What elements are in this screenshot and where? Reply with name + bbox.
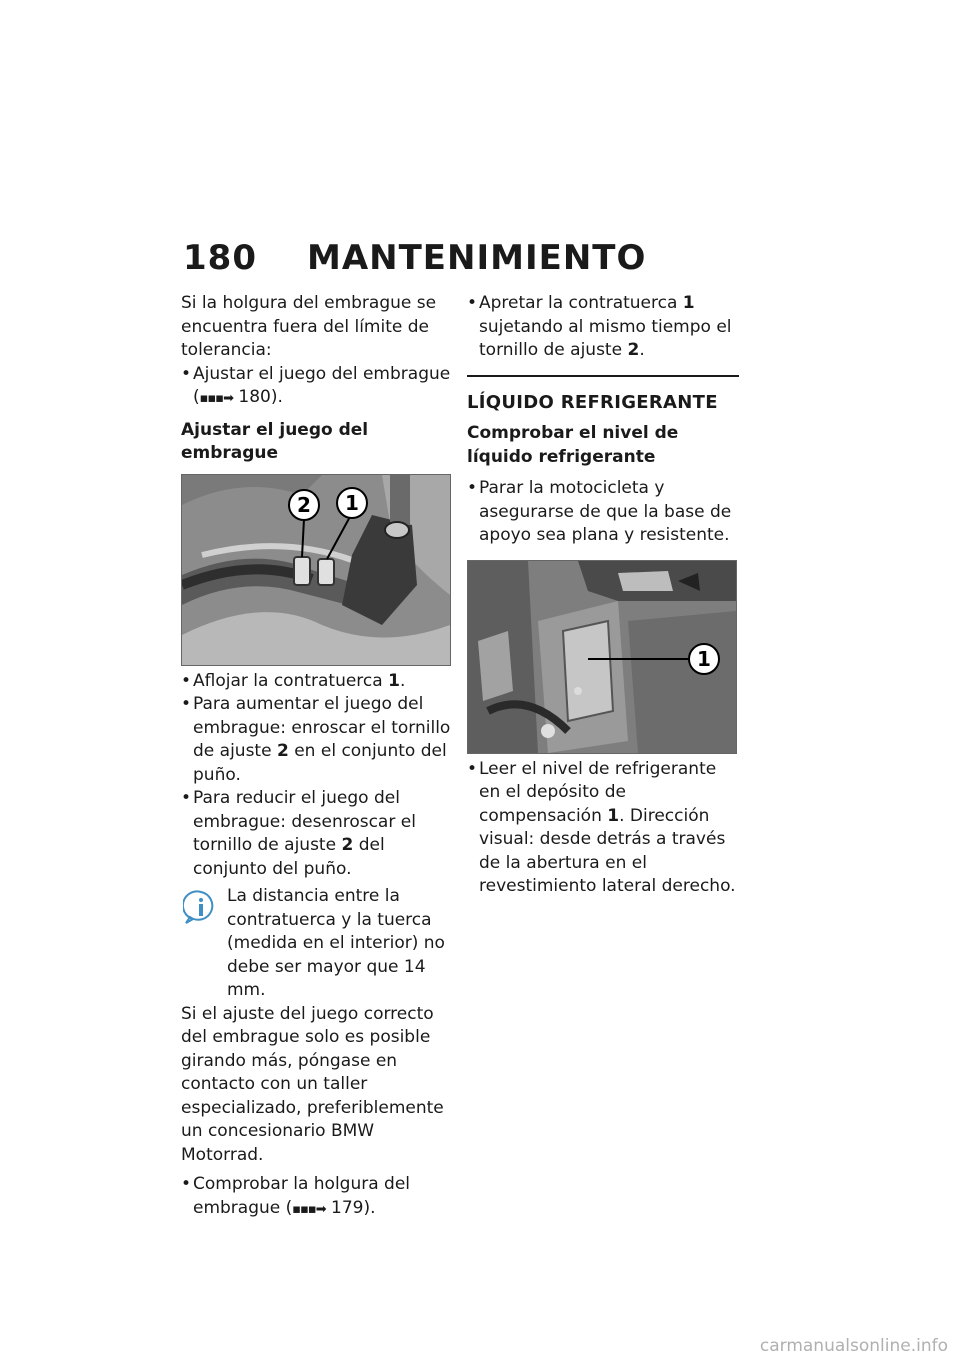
left-column [181, 292, 451, 1221]
bullet-adjust-clutch: • Ajustar el juego del embrague (▪▪▪➡ 180). [181, 363, 451, 411]
watermark: carmanualsonline.info [759, 1336, 948, 1356]
step-loosen-locknut: • Aflojar la contratuerca 1. [181, 670, 451, 694]
step-check-play: • Comprobar la holgura del embrague (▪▪▪➡ 179). [181, 1173, 451, 1221]
step-tighten-locknut: • Apretar la contratuerca 1 sujetando al mismo tiempo el tornillo de ajuste 2. [467, 292, 739, 363]
page-title: MANTENIMIENTO [306, 238, 647, 278]
clutch-lever-illustration [182, 475, 450, 665]
section-title-coolant: LÍQUIDO REFRIGERANTE [467, 375, 739, 415]
callout-1: 1 [345, 490, 359, 515]
coolant-reservoir-illustration [468, 561, 736, 753]
step-increase-play: • Para aumentar el juego del embrague: enroscar el tornillo de ajuste 2 en el conjunto del puño. [181, 693, 451, 787]
note-distance: La distancia entre la contratuerca y la tuerca (medida en el interior) no debe ser mayor que 14 mm. [227, 886, 445, 1000]
coolant-reservoir-figure [467, 560, 737, 754]
page-ref-arrow-icon: ▪▪▪➡ [199, 391, 233, 406]
callout-1: 1 [697, 646, 711, 671]
page-number: 180 [183, 238, 257, 278]
callout-2: 2 [297, 492, 311, 517]
page-ref-arrow-icon: ▪▪▪➡ [292, 1201, 326, 1217]
step-park-motorcycle: • Parar la motocicleta y asegurarse de que la base de apoyo sea plana y resistente. [467, 477, 739, 548]
note-workshop: Si el ajuste del juego correcto del embrague solo es posible girando más, póngase en contacto con un taller especializado, preferiblemente un concesionario BMW Motorrad. [181, 1003, 444, 1165]
subhead-adjust-clutch: Ajustar el juego del embrague [181, 419, 369, 463]
step-read-coolant-level: • Leer el nivel de refrigerante en el depósito de compensación 1. Dirección visual: desde detrás a través de la abertura en el revestimiento lateral derecho. [467, 758, 739, 899]
intro-text: Si la holgura del embrague se encuentra fuera del límite de tolerancia: [181, 293, 437, 360]
info-icon [183, 889, 219, 925]
subhead-check-coolant: Comprobar el nivel de líquido refrigerante [467, 423, 679, 467]
clutch-lever-figure [181, 474, 451, 666]
page-header [183, 238, 646, 278]
step-decrease-play: • Para reducir el juego del embrague: desenroscar el tornillo de ajuste 2 del conjunto del puño. [181, 787, 451, 881]
info-note [181, 885, 451, 1167]
right-column [467, 292, 739, 899]
